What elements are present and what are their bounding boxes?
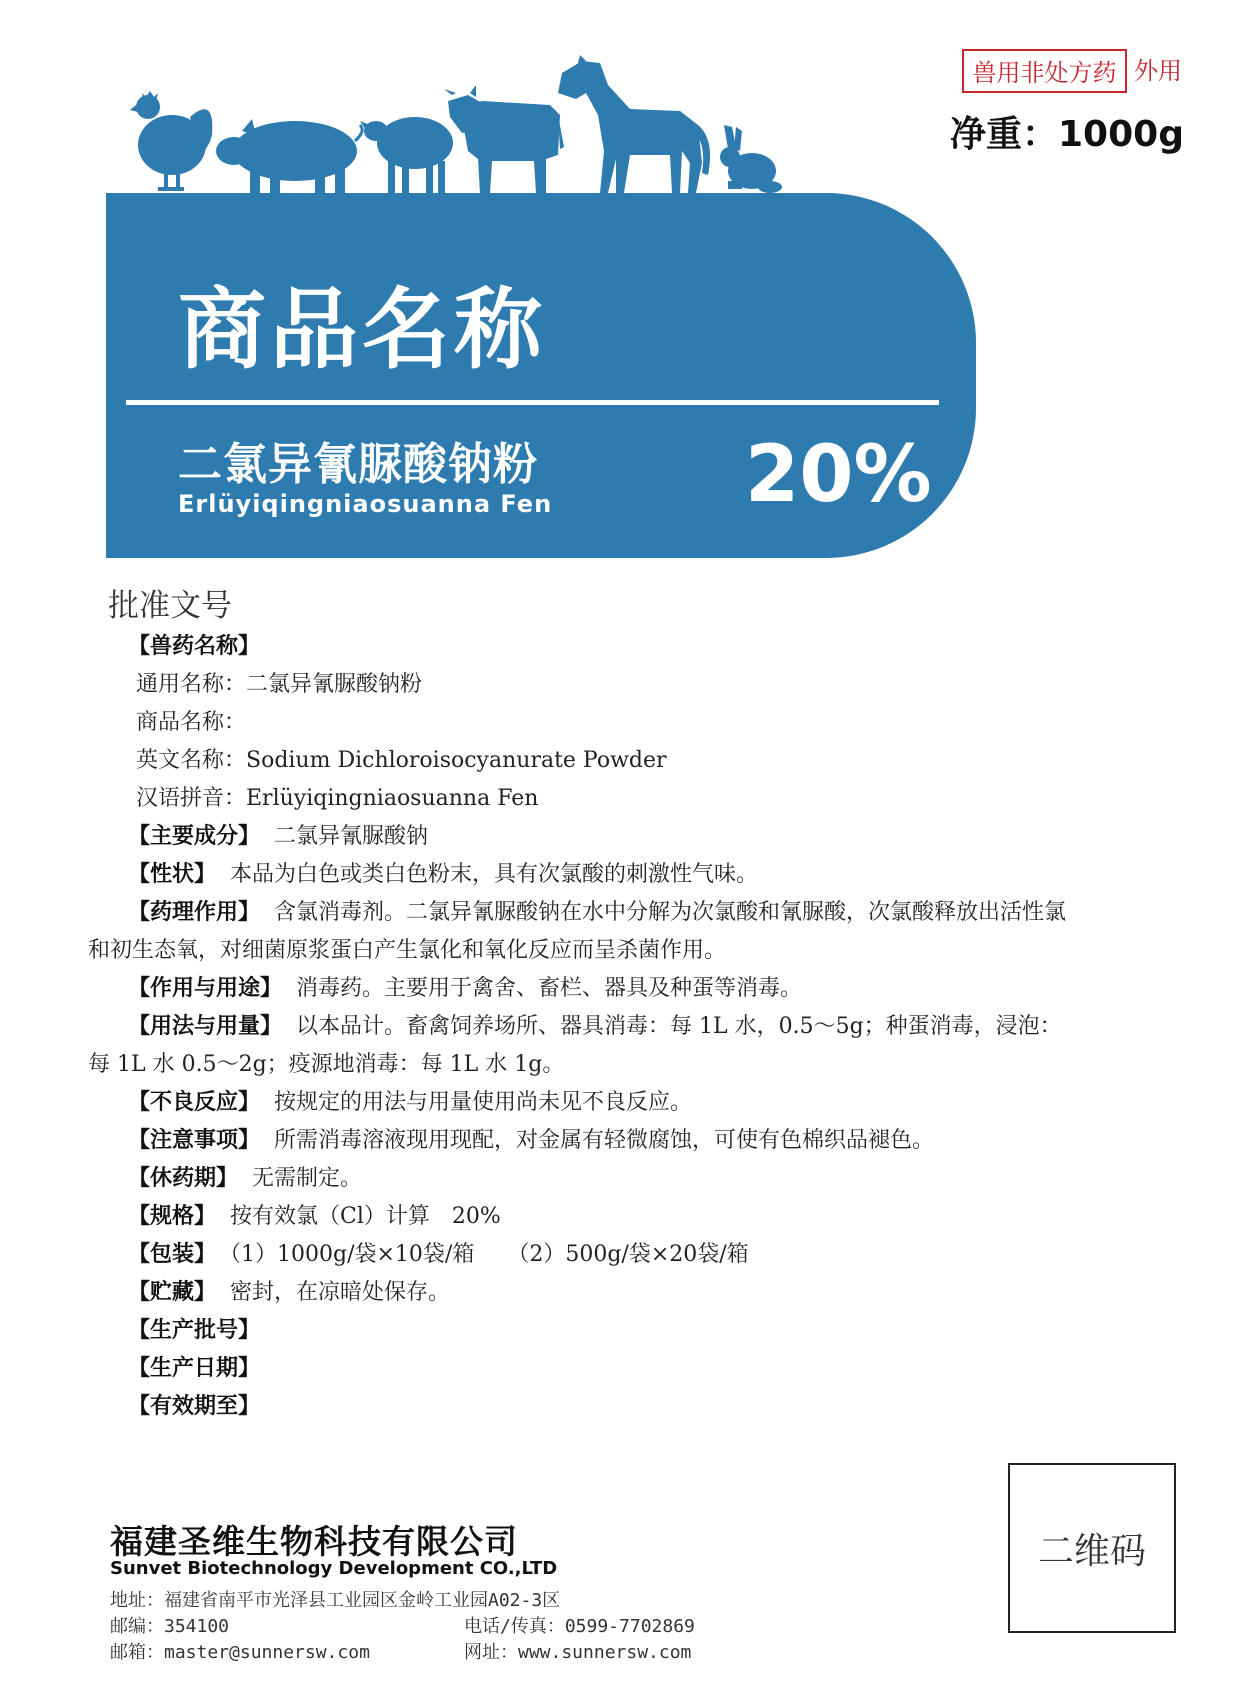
company-website: 网址：www.sunnersw.com: [464, 1642, 692, 1663]
banner-divider: [126, 400, 939, 405]
cow-icon: [444, 85, 564, 193]
section-text: 本品为白色或类白色粉末，具有次氯酸的刺激性气味。: [230, 862, 759, 887]
section-tag: 【生产批号】: [128, 1318, 261, 1343]
section-dosage-cont: 每 1L 水 0.5～2g；疫源地消毒：每 1L 水 1g。: [88, 1052, 565, 1077]
section-text: 含氯消毒剂。二氯异氰脲酸钠在水中分解为次氯酸和氰脲酸，次氯酸释放出活性氯: [274, 900, 1067, 925]
company-email: 邮箱：master@sunnersw.com: [110, 1642, 370, 1663]
company-postcode: 邮编：354100: [110, 1616, 230, 1637]
section-storage: [128, 1278, 450, 1308]
section-properties: [128, 860, 758, 890]
concentration: 20%: [745, 430, 932, 520]
chicken-icon: [130, 91, 212, 191]
section-text: 二氯异氰脲酸钠: [274, 824, 429, 849]
net-weight: 净重：1000g: [950, 114, 1184, 155]
brand-name: 商品名称: [178, 278, 547, 381]
animals-illustration: [130, 55, 850, 200]
generic-name-cn: 二氯异氰脲酸钠粉: [178, 439, 538, 490]
company-address: 地址：福建省南平市光泽县工业园区金岭工业园A02-3区: [110, 1590, 561, 1611]
section-tag: 【有效期至】: [128, 1394, 261, 1419]
section-date: [128, 1354, 274, 1384]
section-withdrawal: [128, 1164, 362, 1194]
rabbit-icon: [720, 125, 782, 193]
trade-name: 商品名称：: [136, 710, 247, 735]
section-pharmacology: [128, 898, 1066, 928]
company-name-cn: 福建圣维生物科技有限公司: [110, 1522, 518, 1561]
section-dosage: [128, 1012, 1062, 1042]
section-tag: 【休药期】: [128, 1166, 239, 1191]
section-text: 无需制定。: [252, 1166, 363, 1191]
section-tag: 【药理作用】: [128, 900, 261, 925]
section-tag: 【注意事项】: [128, 1128, 261, 1153]
section-main-ingredient: [128, 822, 428, 852]
section-precautions: [128, 1126, 934, 1156]
section-tag: 【规格】: [128, 1204, 217, 1229]
section-tag: 【生产日期】: [128, 1356, 261, 1381]
section-text: 密封，在凉暗处保存。: [230, 1280, 451, 1305]
section-text: （1）1000g/袋×10袋/箱 （2）500g/袋×20袋/箱: [230, 1242, 749, 1267]
section-tag: 【用法与用量】: [128, 1014, 283, 1039]
section-indications: [128, 974, 802, 1004]
qr-code-label: 二维码: [1037, 1530, 1146, 1572]
horse-icon: [558, 55, 710, 193]
section-tag: 【贮藏】: [128, 1280, 217, 1305]
external-use-label: 外用: [1134, 57, 1182, 85]
section-adverse: [128, 1088, 692, 1118]
section-tag: 【作用与用途】: [128, 976, 283, 1001]
english-name: 英文名称：Sodium Dichloroisocyanurate Powder: [136, 748, 667, 773]
common-name: 通用名称：二氯异氰脲酸钠粉: [136, 672, 423, 697]
company-phone: 电话/传真：0599-7702869: [464, 1616, 695, 1637]
pig-icon: [216, 119, 362, 193]
section-package: [128, 1240, 749, 1270]
section-expiry: [128, 1392, 274, 1422]
approval-number-label: 批准文号: [108, 588, 232, 624]
section-batch: [128, 1316, 274, 1346]
section-text: 所需消毒溶液现用现配，对金属有轻微腐蚀，可使有色棉织品褪色。: [274, 1128, 935, 1153]
section-text: 按规定的用法与用量使用尚未见不良反应。: [274, 1090, 693, 1115]
pinyin-name: 汉语拼音：Erlüyiqingniaosuanna Fen: [136, 786, 539, 811]
section-vet-name: [128, 632, 274, 662]
section-pharmacology-cont: 和初生态氧，对细菌原浆蛋白产生氯化和氧化反应而呈杀菌作用。: [88, 938, 727, 963]
section-tag: 【兽药名称】: [128, 634, 261, 659]
section-spec: [128, 1202, 501, 1232]
company-name-en: Sunvet Biotechnology Development CO.,LTD: [110, 1558, 558, 1579]
section-tag: 【包装】: [128, 1242, 217, 1267]
section-text: 消毒药。主要用于禽舍、畜栏、器具及种蛋等消毒。: [296, 976, 803, 1001]
section-tag: 【主要成分】: [128, 824, 261, 849]
sheep-icon: [360, 117, 453, 193]
rx-badge: 兽用非处方药: [962, 49, 1127, 93]
section-tag: 【不良反应】: [128, 1090, 261, 1115]
generic-name-pinyin: Erlüyiqingniaosuanna Fen: [178, 490, 553, 518]
section-text: 以本品计。畜禽饲养场所、器具消毒：每 1L 水，0.5～5g；种蛋消毒，浸泡：: [296, 1014, 1062, 1039]
section-tag: 【性状】: [128, 862, 217, 887]
qr-code-placeholder: [1008, 1463, 1176, 1633]
section-text: 按有效氯（Cl）计算 20%: [230, 1204, 501, 1229]
